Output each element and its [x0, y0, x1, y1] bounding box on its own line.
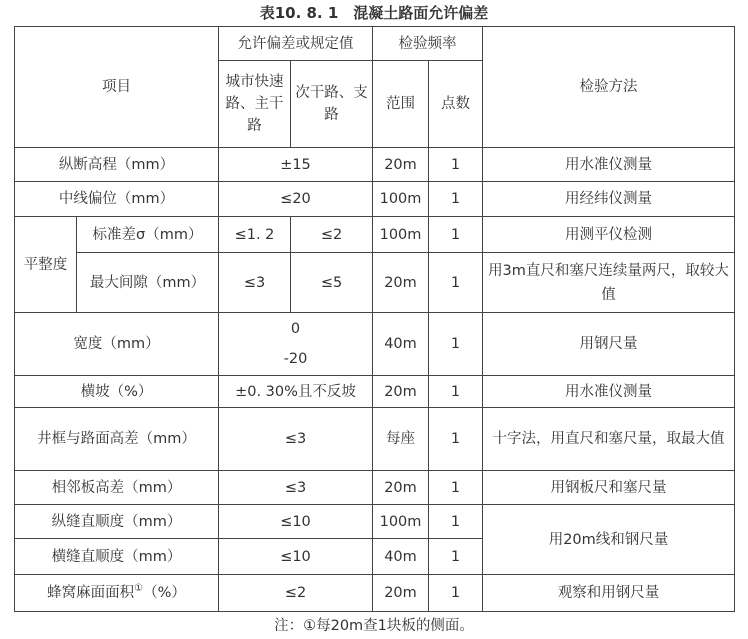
row-value: ±0. 30%且不反坡	[219, 376, 373, 408]
row-item: 横坡（%）	[15, 376, 219, 408]
row-value: ≤2	[219, 575, 373, 612]
row-method: 用经纬仪测量	[483, 182, 735, 217]
row-value-secondary: ≤2	[291, 217, 373, 253]
row-value	[219, 313, 373, 376]
row-value-urban: ≤1. 2	[219, 217, 291, 253]
table-row	[15, 217, 735, 253]
row-value-bottom: -20	[283, 351, 308, 367]
table-row	[15, 575, 735, 612]
row-points: 1	[429, 182, 483, 217]
row-value: ≤10	[219, 505, 373, 539]
row-method: 用3m直尺和塞尺连续量两尺，取较大值	[483, 253, 735, 313]
row-method: 观察和用钢尺量	[483, 575, 735, 612]
row-item: 宽度（mm）	[15, 313, 219, 376]
row-range: 每座	[373, 408, 429, 471]
table-row	[15, 182, 735, 217]
row-points: 1	[429, 408, 483, 471]
table-note: 注：①每20m查1块板的侧面。	[274, 618, 474, 634]
deviation-table	[14, 26, 735, 612]
row-points: 1	[429, 313, 483, 376]
row-value: ≤10	[219, 539, 373, 575]
table-row	[15, 313, 735, 376]
row-value: ±15	[219, 148, 373, 182]
row-range: 20m	[373, 575, 429, 612]
row-method: 用水准仪测量	[483, 148, 735, 182]
row-value-secondary: ≤5	[291, 253, 373, 313]
row-range: 20m	[373, 471, 429, 505]
row-value-top: 0	[290, 321, 301, 337]
header-secondary: 次干路、支路	[291, 61, 373, 148]
row-points: 1	[429, 505, 483, 539]
row-method: 用测平仪检测	[483, 217, 735, 253]
row-item: 纵断高程（mm）	[15, 148, 219, 182]
row-points: 1	[429, 376, 483, 408]
row-item: 标准差σ（mm）	[77, 217, 219, 253]
row-method-joints: 用20m线和钢尺量	[483, 505, 735, 575]
row-item-text: 蜂窝麻面面积	[47, 585, 135, 601]
row-range: 100m	[373, 182, 429, 217]
footnote-marker: ①	[134, 583, 144, 595]
row-range: 40m	[373, 539, 429, 575]
row-item: 横缝直顺度（mm）	[15, 539, 219, 575]
row-value: ≤3	[219, 408, 373, 471]
row-points: 1	[429, 148, 483, 182]
row-method: 用水准仪测量	[483, 376, 735, 408]
header-points: 点数	[429, 61, 483, 148]
table-title: 表10. 8. 1 混凝土路面允许偏差	[259, 4, 489, 22]
row-range: 20m	[373, 148, 429, 182]
table-row	[15, 408, 735, 471]
header-frequency: 检验频率	[373, 27, 483, 61]
row-range: 100m	[373, 505, 429, 539]
row-value: ≤20	[219, 182, 373, 217]
row-item: 中线偏位（mm）	[15, 182, 219, 217]
header-item: 项目	[15, 27, 219, 148]
table-row	[15, 376, 735, 408]
row-item: 最大间隙（mm）	[77, 253, 219, 313]
row-range: 100m	[373, 217, 429, 253]
row-method: 十字法，用直尺和塞尺量，取最大值	[483, 408, 735, 471]
row-range: 20m	[373, 376, 429, 408]
row-value: ≤3	[219, 471, 373, 505]
row-group-flatness: 平整度	[15, 217, 77, 313]
row-item: 纵缝直顺度（mm）	[15, 505, 219, 539]
row-range: 20m	[373, 253, 429, 313]
row-range: 40m	[373, 313, 429, 376]
row-value-urban: ≤3	[219, 253, 291, 313]
header-method: 检验方法	[483, 27, 735, 148]
row-item-unit: （%）	[143, 585, 186, 601]
table-row	[15, 471, 735, 505]
row-points: 1	[429, 471, 483, 505]
table-row	[15, 505, 735, 539]
table-row	[15, 148, 735, 182]
row-item: 井框与路面高差（mm）	[15, 408, 219, 471]
row-points: 1	[429, 539, 483, 575]
table-row	[15, 253, 735, 313]
row-points: 1	[429, 217, 483, 253]
header-range: 范围	[373, 61, 429, 148]
row-method: 用钢尺量	[483, 313, 735, 376]
row-item: 相邻板高差（mm）	[15, 471, 219, 505]
header-allowance: 允许偏差或规定值	[219, 27, 373, 61]
row-method: 用钢板尺和塞尺量	[483, 471, 735, 505]
row-points: 1	[429, 575, 483, 612]
header-row-1	[15, 27, 735, 61]
header-urban: 城市快速路、主干路	[219, 61, 291, 148]
row-points: 1	[429, 253, 483, 313]
row-item	[15, 575, 219, 612]
